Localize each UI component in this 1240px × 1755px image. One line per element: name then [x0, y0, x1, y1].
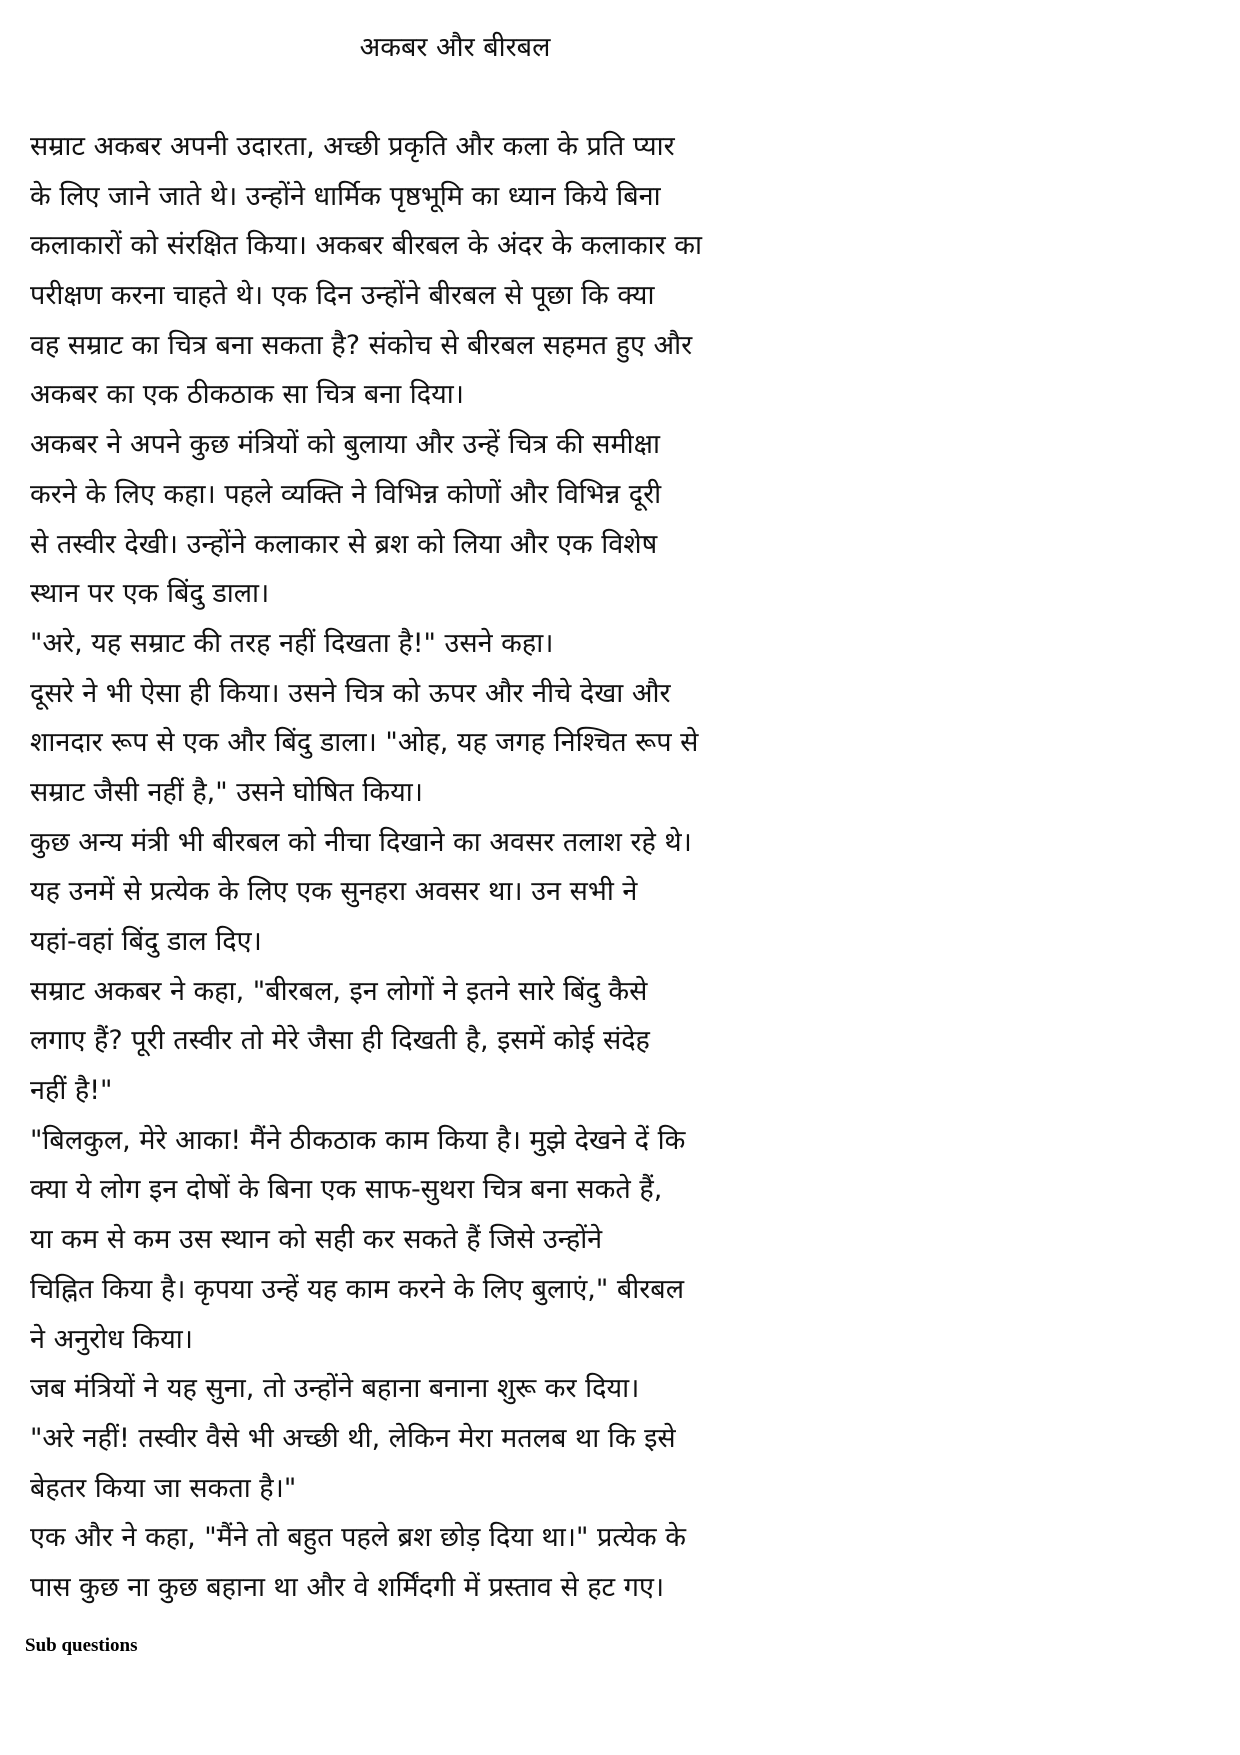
story-line: कुछ अन्य मंत्री भी बीरबल को नीचा दिखाने का अवसर तलाश रहे थे।	[30, 826, 692, 858]
story-title: अकबर और बीरबल	[359, 32, 551, 63]
story-line: के लिए जाने जाते थे। उन्होंने धार्मिक पृष्ठभूमि का ध्यान किये बिना	[30, 180, 661, 212]
story-line: दूसरे ने भी ऐसा ही किया। उसने चित्र को ऊपर और नीचे देखा और	[30, 677, 671, 709]
story-line: एक और ने कहा, "मैंने तो बहुत पहले ब्रश छोड़ दिया था।" प्रत्येक के	[30, 1522, 686, 1554]
story-line: स्थान पर एक बिंदु डाला।	[30, 578, 270, 610]
story-line: "अरे, यह सम्राट की तरह नहीं दिखता है!" उसने कहा।	[30, 627, 554, 659]
story-line: अकबर का एक ठीकठाक सा चित्र बना दिया।	[30, 379, 465, 411]
story-line: ने अनुरोध किया।	[30, 1323, 194, 1355]
story-line: शानदार रूप से एक और बिंदु डाला। "ओह, यह जगह निश्चित रूप से	[30, 727, 699, 759]
story-line: "बिलकुल, मेरे आका! मैंने ठीकठाक काम किया है। मुझे देखने दें कि	[30, 1124, 686, 1156]
sub-questions-label: Sub questions	[25, 1635, 138, 1656]
story-line: यह उनमें से प्रत्येक के लिए एक सुनहरा अवसर था। उन सभी ने	[30, 876, 638, 908]
story-line: वह सम्राट का चित्र बना सकता है? संकोच से बीरबल सहमत हुए और	[30, 329, 693, 361]
story-line: सम्राट अकबर ने कहा, "बीरबल, इन लोगों ने इतने सारे बिंदु कैसे	[30, 975, 648, 1007]
story-line: परीक्षण करना चाहते थे। एक दिन उन्होंने बीरबल से पूछा कि क्या	[30, 280, 655, 312]
story-line: चिह्नित किया है। कृपया उन्हें यह काम करने के लिए बुलाएं," बीरबल	[30, 1273, 685, 1305]
story-line: अकबर ने अपने कुछ मंत्रियों को बुलाया और उन्हें चित्र की समीक्षा	[30, 429, 661, 461]
story-line: जब मंत्रियों ने यह सुना, तो उन्होंने बहाना बनाना शुरू कर दिया।	[30, 1373, 640, 1405]
story-line: सम्राट जैसी नहीं है," उसने घोषित किया।	[30, 776, 424, 808]
story-line: या कम से कम उस स्थान को सही कर सकते हैं जिसे उन्होंने	[30, 1224, 603, 1256]
story-line: कलाकारों को संरक्षित किया। अकबर बीरबल के अंदर के कलाकार का	[30, 230, 703, 262]
story-line: सम्राट अकबर अपनी उदारता, अच्छी प्रकृति और कला के प्रति प्यार	[30, 131, 675, 162]
story-line: नहीं है!"	[30, 1075, 113, 1107]
story-body	[30, 122, 910, 1613]
story-line: करने के लिए कहा। पहले व्यक्ति ने विभिन्न कोणों और विभिन्न दूरी	[30, 478, 662, 510]
story-line: लगाए हैं? पूरी तस्वीर तो मेरे जैसा ही दिखती है, इसमें कोई संदेह	[30, 1025, 650, 1057]
story-line: यहां-वहां बिंदु डाल दिए।	[30, 926, 262, 957]
story-line: "अरे नहीं! तस्वीर वैसे भी अच्छी थी, लेकिन मेरा मतलब था कि इसे	[30, 1422, 676, 1454]
story-line: से तस्वीर देखी। उन्होंने कलाकार से ब्रश को लिया और एक विशेष	[30, 528, 658, 560]
story-line: बेहतर किया जा सकता है।"	[30, 1472, 297, 1504]
story-line: पास कुछ ना कुछ बहाना था और वे शर्मिंदगी में प्रस्ताव से हट गए।	[30, 1571, 665, 1603]
story-line: क्या ये लोग इन दोषों के बिना एक साफ-सुथरा चित्र बना सकते हैं,	[30, 1174, 663, 1206]
